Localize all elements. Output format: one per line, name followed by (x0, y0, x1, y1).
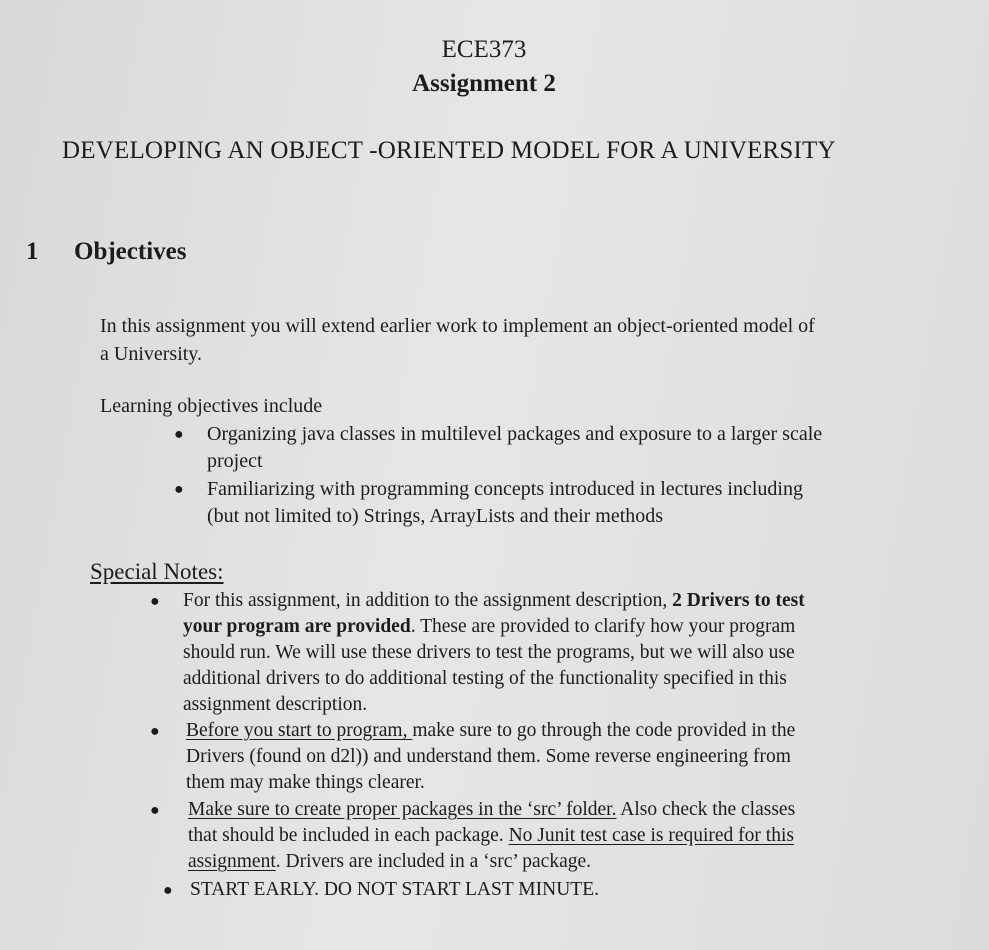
note-3-line-2 (188, 825, 794, 847)
note-3-line-1 (188, 799, 795, 821)
note-1-text: . These are provided to clarify how your program (410, 616, 796, 637)
note-2-underlined: Before you start to program, (186, 720, 413, 741)
note-3-text: . Drivers are included in a ‘src’ package. (275, 851, 592, 872)
note-2-text: make sure to go through the code provided in the (412, 720, 796, 741)
note-3-underlined: No Junit test case is required for this (508, 825, 794, 846)
assignment-title: Assignment 2 (412, 70, 556, 97)
note-1-line-1 (183, 590, 805, 612)
bullet-icon: ● (150, 593, 160, 610)
objective-1-line-1: Organizing java classes in multilevel packages and exposure to a larger scale (207, 423, 823, 445)
note-3-underlined: Make sure to create proper packages in the ‘src’ folder. (188, 799, 617, 820)
special-notes-heading: Special Notes: (90, 559, 224, 584)
note-2-line-1 (186, 720, 795, 742)
note-2-line-2: Drivers (found on d2l)) and understand them. Some reverse engineering from (186, 746, 791, 767)
note-4-line-1: START EARLY. DO NOT START LAST MINUTE. (190, 879, 599, 900)
note-1-line-5: assignment description. (183, 694, 368, 715)
note-1-bold: your program are provided (183, 616, 411, 637)
document-subtitle: DEVELOPING AN OBJECT -ORIENTED MODEL FOR A UNIVERSITY (62, 137, 836, 164)
learning-objectives-intro: Learning objectives include (100, 395, 323, 417)
objective-1-line-2: project (207, 450, 263, 472)
course-code: ECE373 (441, 36, 527, 63)
bullet-icon: ● (174, 481, 184, 498)
section-number: 1 (26, 238, 39, 265)
note-1-bold: 2 Drivers to test (672, 590, 805, 611)
note-1-text: For this assignment, in addition to the assignment description, (183, 590, 673, 611)
bullet-icon: ● (150, 723, 160, 740)
note-3-line-3 (188, 851, 591, 873)
note-3-text: Also check the classes (616, 799, 796, 820)
bullet-icon: ● (150, 802, 160, 819)
note-2-line-3: them may make things clearer. (186, 772, 425, 793)
intro-line-1: In this assignment you will extend earlier work to implement an object-oriented model of (100, 315, 815, 337)
note-1-line-3: should run. We will use these drivers to test the programs, but we will also use (183, 642, 795, 663)
note-1-line-4: additional drivers to do additional testing of the functionality specified in this (183, 668, 787, 689)
note-3-text: that should be included in each package. (188, 825, 509, 846)
section-title: Objectives (74, 238, 187, 265)
bullet-icon: ● (163, 882, 173, 899)
objective-2-line-1: Familiarizing with programming concepts introduced in lectures including (207, 478, 803, 500)
note-1-line-2 (183, 616, 795, 638)
note-3-underlined: assignment (188, 851, 276, 872)
objective-2-line-2: (but not limited to) Strings, ArrayLists and their methods (207, 505, 664, 527)
bullet-icon: ● (174, 426, 184, 443)
intro-line-2: a University. (100, 343, 203, 365)
